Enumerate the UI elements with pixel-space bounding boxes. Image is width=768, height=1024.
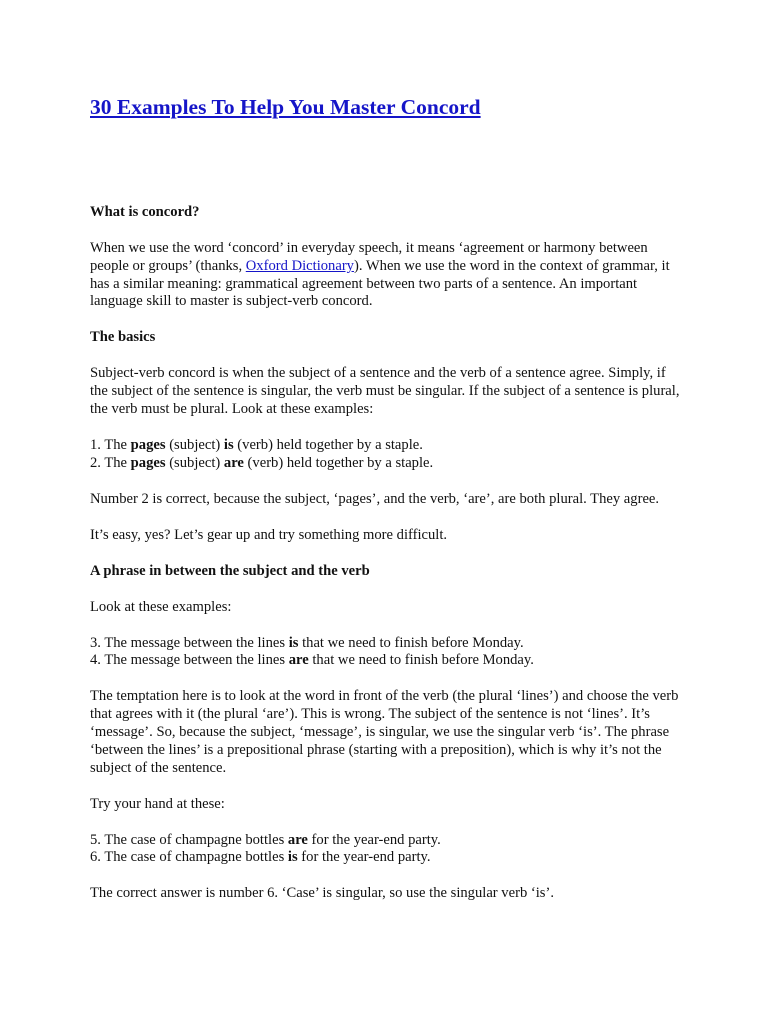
example-verb: are [223,454,244,471]
example-item [90,849,680,867]
paragraph-transition: It’s easy, yes? Let’s gear up and try something more difficult. [90,526,448,543]
example-text: (verb) held together by a staple. [243,454,434,471]
example-subject: pages [130,436,166,453]
example-text: (subject) [165,454,224,471]
oxford-dictionary-link[interactable]: Oxford Dictionary [245,257,354,274]
example-verb: is [288,634,299,651]
example-item [90,652,680,670]
example-verb: are [287,831,308,848]
document-page [90,94,680,921]
example-subject: pages [130,454,166,471]
paragraph-try-hand: Try your hand at these: [90,795,225,812]
example-text: 6. The case of champagne bottles [90,849,288,866]
example-item [90,437,680,455]
example-text: 5. The case of champagne bottles [90,831,288,848]
example-text: for the year-end party. [297,849,431,866]
paragraph-look-examples: Look at these examples: [90,598,232,615]
paragraph-temptation: The temptation here is to look at the word in front of the verb (the plural ‘lines’) and choose the verb that agrees with it (the plural ‘are’). This is wrong. The subject of the sentence is not ‘lines’. It’s ‘message’. So, because the subject, ‘message’, is singular, we use the singular verb ‘is’. The phrase ‘between the lines’ is a prepositional phrase (starting with a preposition), which is why it’s not the subject of the sentence. [90,688,679,776]
example-item [90,635,680,653]
page-title-link[interactable]: 30 Examples To Help You Master Concord [90,95,481,119]
article-body [90,204,680,903]
example-text: for the year-end party. [307,831,441,848]
example-item [90,455,680,473]
example-list-phrase [90,635,680,671]
example-verb: is [223,436,234,453]
paragraph-definition-end: ). When we use the word in the context of grammar, it has a similar meaning: grammatical agreement between two parts of a sentence. An important language skill to master is subject-verb concord. [90,257,670,310]
example-text: 4. The message between the lines [90,652,289,669]
paragraph-basics-explanation: Number 2 is correct, because the subject, ‘pages’, and the verb, ‘are’, are both plural. They agree. [90,490,660,507]
example-verb: is [287,849,298,866]
example-text: 1. The [90,436,131,453]
example-text: (verb) held together by a staple. [233,436,423,453]
example-text: that we need to finish before Monday. [308,652,534,669]
example-item [90,832,680,850]
example-text: 3. The message between the lines [90,634,289,651]
example-text: that we need to finish before Monday. [298,634,524,651]
example-text: (subject) [165,436,224,453]
section-heading-basics: The basics [90,329,156,346]
example-verb: are [288,652,309,669]
example-list-champagne [90,832,680,868]
example-text: 2. The [90,454,131,471]
paragraph-definition-start: When we use the word ‘concord’ in everyday speech, it means ‘agreement or harmony between people or groups’ (thanks, [90,239,648,274]
paragraph-definition [90,240,680,311]
page-title [90,94,680,120]
paragraph-basics: Subject-verb concord is when the subject of a sentence and the verb of a sentence agree. Simply, if the subject of the sentence is singular, the verb must be singular. If the subject of a sentence is plural, the verb must be plural. Look at these examples: [90,365,680,417]
section-heading-what-is-concord: What is concord? [90,204,200,220]
paragraph-correct-answer: The correct answer is number 6. ‘Case’ is singular, so use the singular verb ‘is’. [90,885,554,902]
section-heading-phrase-between: A phrase in between the subject and the verb [90,562,370,579]
example-list-basics [90,437,680,473]
